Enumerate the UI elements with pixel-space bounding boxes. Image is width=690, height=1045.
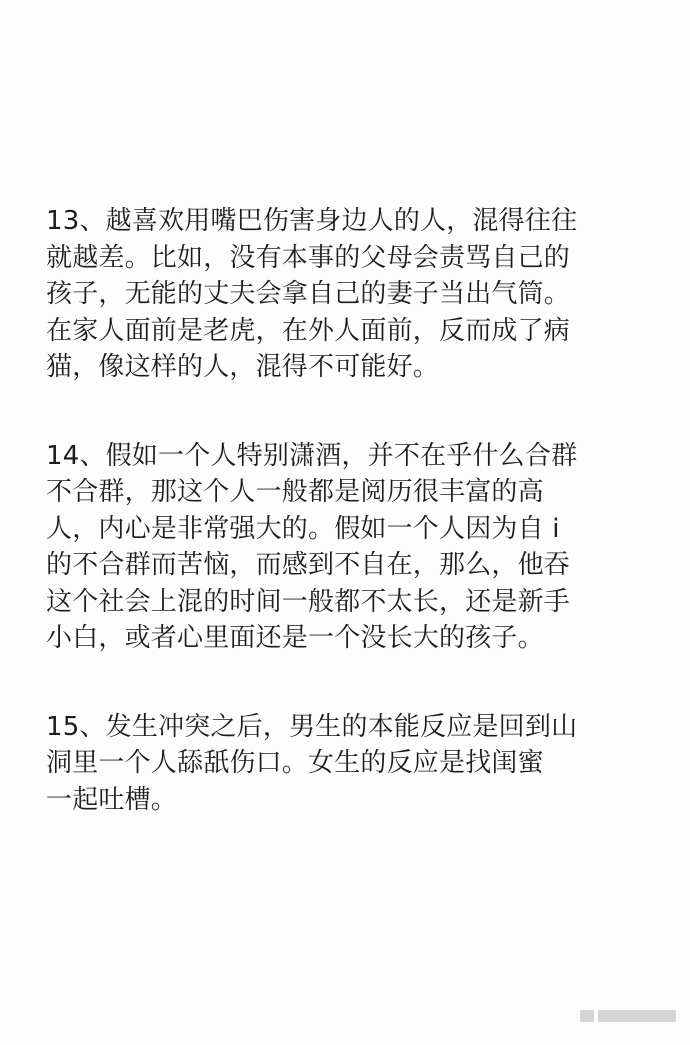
article-body bbox=[46, 203, 646, 870]
text-line: 15、发生冲突之后，男生的本能反应是回到山 bbox=[46, 711, 578, 742]
text-line: 就越差。比如，没有本事的父母会责骂自己的 bbox=[46, 242, 571, 273]
blurred-watermark bbox=[580, 1007, 680, 1025]
text-line: 洞里一个人舔舐伤口。女生的反应是找闺蜜 bbox=[46, 748, 544, 778]
text-line: 人，内心是非常强大的。假如一个人因为自 i bbox=[46, 513, 560, 544]
watermark-mark bbox=[580, 1010, 594, 1022]
text-line: 不合群，那这个人一般都是阅历很丰富的高 bbox=[46, 477, 544, 507]
text-line: 孩子，无能的丈夫会拿自己的妻子当出气筒。 bbox=[46, 279, 571, 309]
text-line: 猫，像这样的人，混得不可能好。 bbox=[46, 352, 440, 382]
text-line: 这个社会上混的时间一般都不太长，还是新手 bbox=[46, 586, 571, 617]
text-line: 一起吐槽。 bbox=[46, 784, 178, 815]
watermark-mark bbox=[598, 1010, 676, 1022]
text-line: 在家人面前是老虎，在外人面前，反而成了病 bbox=[46, 315, 571, 346]
text-line: 小白，或者心里面还是一个没长大的孩子。 bbox=[46, 623, 544, 653]
paragraph-15 bbox=[46, 709, 646, 819]
text-line: 13、越喜欢用嘴巴伤害身边人的人，混得往往 bbox=[46, 206, 578, 236]
paragraph-14 bbox=[46, 438, 646, 657]
text-line: 14、假如一个人特别潇酒，并不在乎什么合群 bbox=[46, 440, 578, 471]
paragraph-13 bbox=[46, 203, 646, 386]
text-line: 的不合群而苦恼，而感到不自在，那么，他吞 bbox=[46, 550, 571, 580]
